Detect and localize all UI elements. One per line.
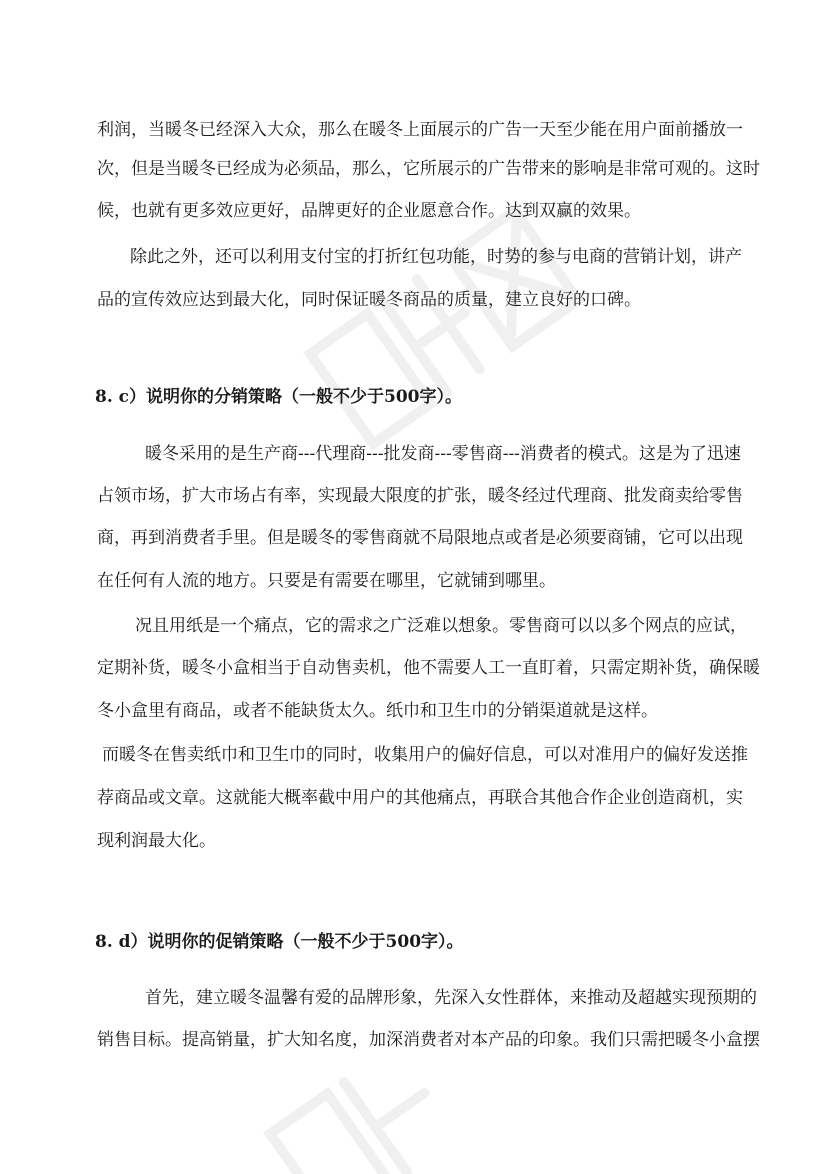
text-line: 次，但是当暖冬已经成为必须品，那么，它所展示的广告带来的影响是非常可观的。这时 (97, 159, 760, 179)
section-heading-promotion: 8. d）说明你的促销策略（一般不少于500字）。 (95, 932, 464, 952)
section-heading-distribution: 8. c）说明你的分销策略（一般不少于500字）。 (95, 387, 463, 407)
text-line: 候，也就有更多效应更好，品牌更好的企业愿意合作。达到双赢的效果。 (97, 201, 641, 221)
text-line: 销售目标。提高销量，扩大知名度，加深消费者对本产品的印象。我们只需把暖冬小盒摆 (97, 1030, 760, 1050)
text-line: 占领市场，扩大市场占有率，实现最大限度的扩张，暖冬经过代理商、批发商卖给零售 (97, 486, 743, 506)
text-line: 商，再到消费者手里。但是暖冬的零售商就不局限地点或者是必须要商铺，它可以出现 (97, 528, 743, 548)
text-line: 而暖冬在售卖纸巾和卫生巾的同时，收集用户的偏好信息，可以对准用户的偏好发送推 (102, 745, 748, 765)
text-line: 冬小盒里有商品，或者不能缺货太久。纸巾和卫生巾的分销渠道就是这样。 (97, 701, 658, 721)
text-line: 定期补货，暖冬小盒相当于自动售卖机，他不需要人工一直盯着，只需定期补货，确保暖 (97, 658, 760, 678)
text-line: 况且用纸是一个痛点，它的需求之广泛难以想象。零售商可以以多个网点的应试， (135, 616, 747, 636)
text-line: 现利润最大化。 (97, 831, 216, 851)
text-line: 在任何有人流的地方。只要是有需要在哪里，它就铺到哪里。 (97, 571, 556, 591)
text-line: 首先，建立暖冬温馨有爱的品牌形象，先深入女性群体，来推动及超越实现预期的 (145, 988, 757, 1008)
text-line: 荐商品或文章。这就能大概率截中用户的其他痛点，再联合其他合作企业创造商机，实 (97, 788, 743, 808)
text-line: 利润，当暖冬已经深入大众，那么在暖冬上面展示的广告一天至少能在用户面前播放一 (97, 120, 743, 140)
text-line: 暖冬采用的是生产商---代理商---批发商---零售商---消费者的模式。这是为了迅速 (145, 444, 741, 464)
text-line: 品的宣传效应达到最大化，同时保证暖冬商品的质量，建立良好的口碑。 (97, 290, 641, 310)
text-line: 除此之外，还可以利用支付宝的打折红包功能，时势的参与电商的营销计划，讲产 (130, 247, 742, 267)
